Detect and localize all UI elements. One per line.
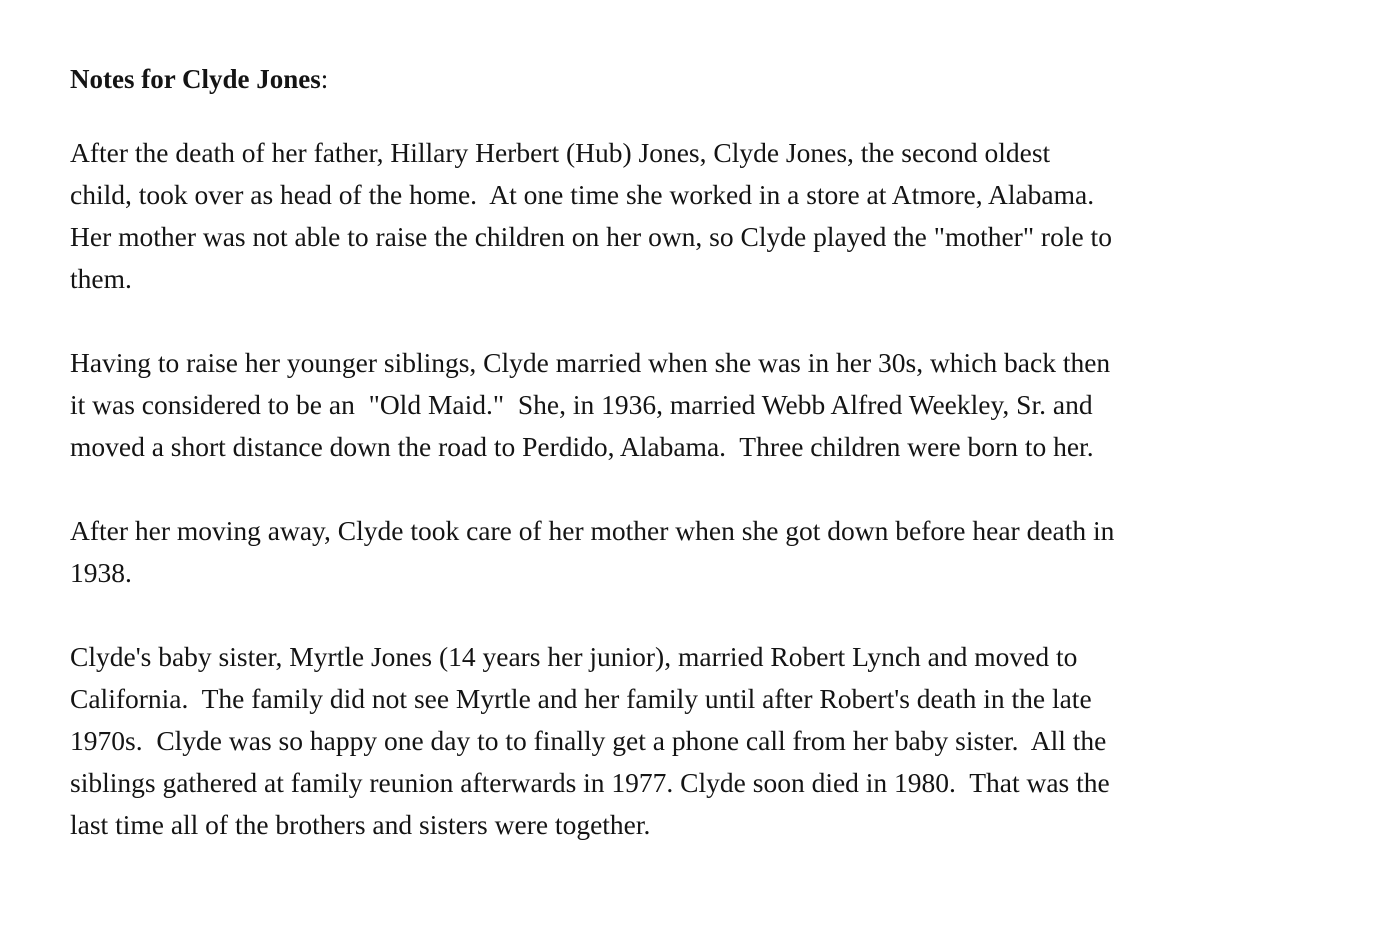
paragraph-line: it was considered to be an "Old Maid." She, in 1936, married Webb Alfred Weekley, Sr. and <box>70 389 1093 420</box>
paragraph-line: After her moving away, Clyde took care of her mother when she got down before hear death in <box>70 515 1115 546</box>
paragraph-line: last time all of the brothers and sisters were together. <box>70 809 651 840</box>
paragraph-line: California. The family did not see Myrtle and her family until after Robert's death in the late <box>70 683 1092 714</box>
paragraph-4 <box>70 636 1340 846</box>
heading-title: Notes for Clyde Jones <box>70 64 321 94</box>
paragraph-line: child, took over as head of the home. At one time she worked in a store at Atmore, Alabama. <box>70 179 1095 210</box>
paragraph-line: siblings gathered at family reunion afterwards in 1977. Clyde soon died in 1980. That was the <box>70 767 1110 798</box>
paragraph-3 <box>70 510 1340 594</box>
paragraph-line: moved a short distance down the road to Perdido, Alabama. Three children were born to her. <box>70 431 1094 462</box>
paragraph-1 <box>70 132 1340 300</box>
notes-heading <box>70 58 1340 100</box>
paragraph-line: After the death of her father, Hillary Herbert (Hub) Jones, Clyde Jones, the second oldest <box>70 137 1051 168</box>
paragraph-line: 1970s. Clyde was so happy one day to to finally get a phone call from her baby sister. All the <box>70 725 1107 756</box>
heading-colon: : <box>320 64 329 94</box>
paragraph-line: them. <box>70 263 132 294</box>
paragraph-line: Having to raise her younger siblings, Clyde married when she was in her 30s, which back then <box>70 347 1111 378</box>
paragraph-line: Clyde's baby sister, Myrtle Jones (14 years her junior), married Robert Lynch and moved to <box>70 641 1078 672</box>
paragraph-2 <box>70 342 1340 468</box>
paragraph-line: Her mother was not able to raise the children on her own, so Clyde played the "mother" role to <box>70 221 1112 252</box>
paragraph-line: 1938. <box>70 557 132 588</box>
